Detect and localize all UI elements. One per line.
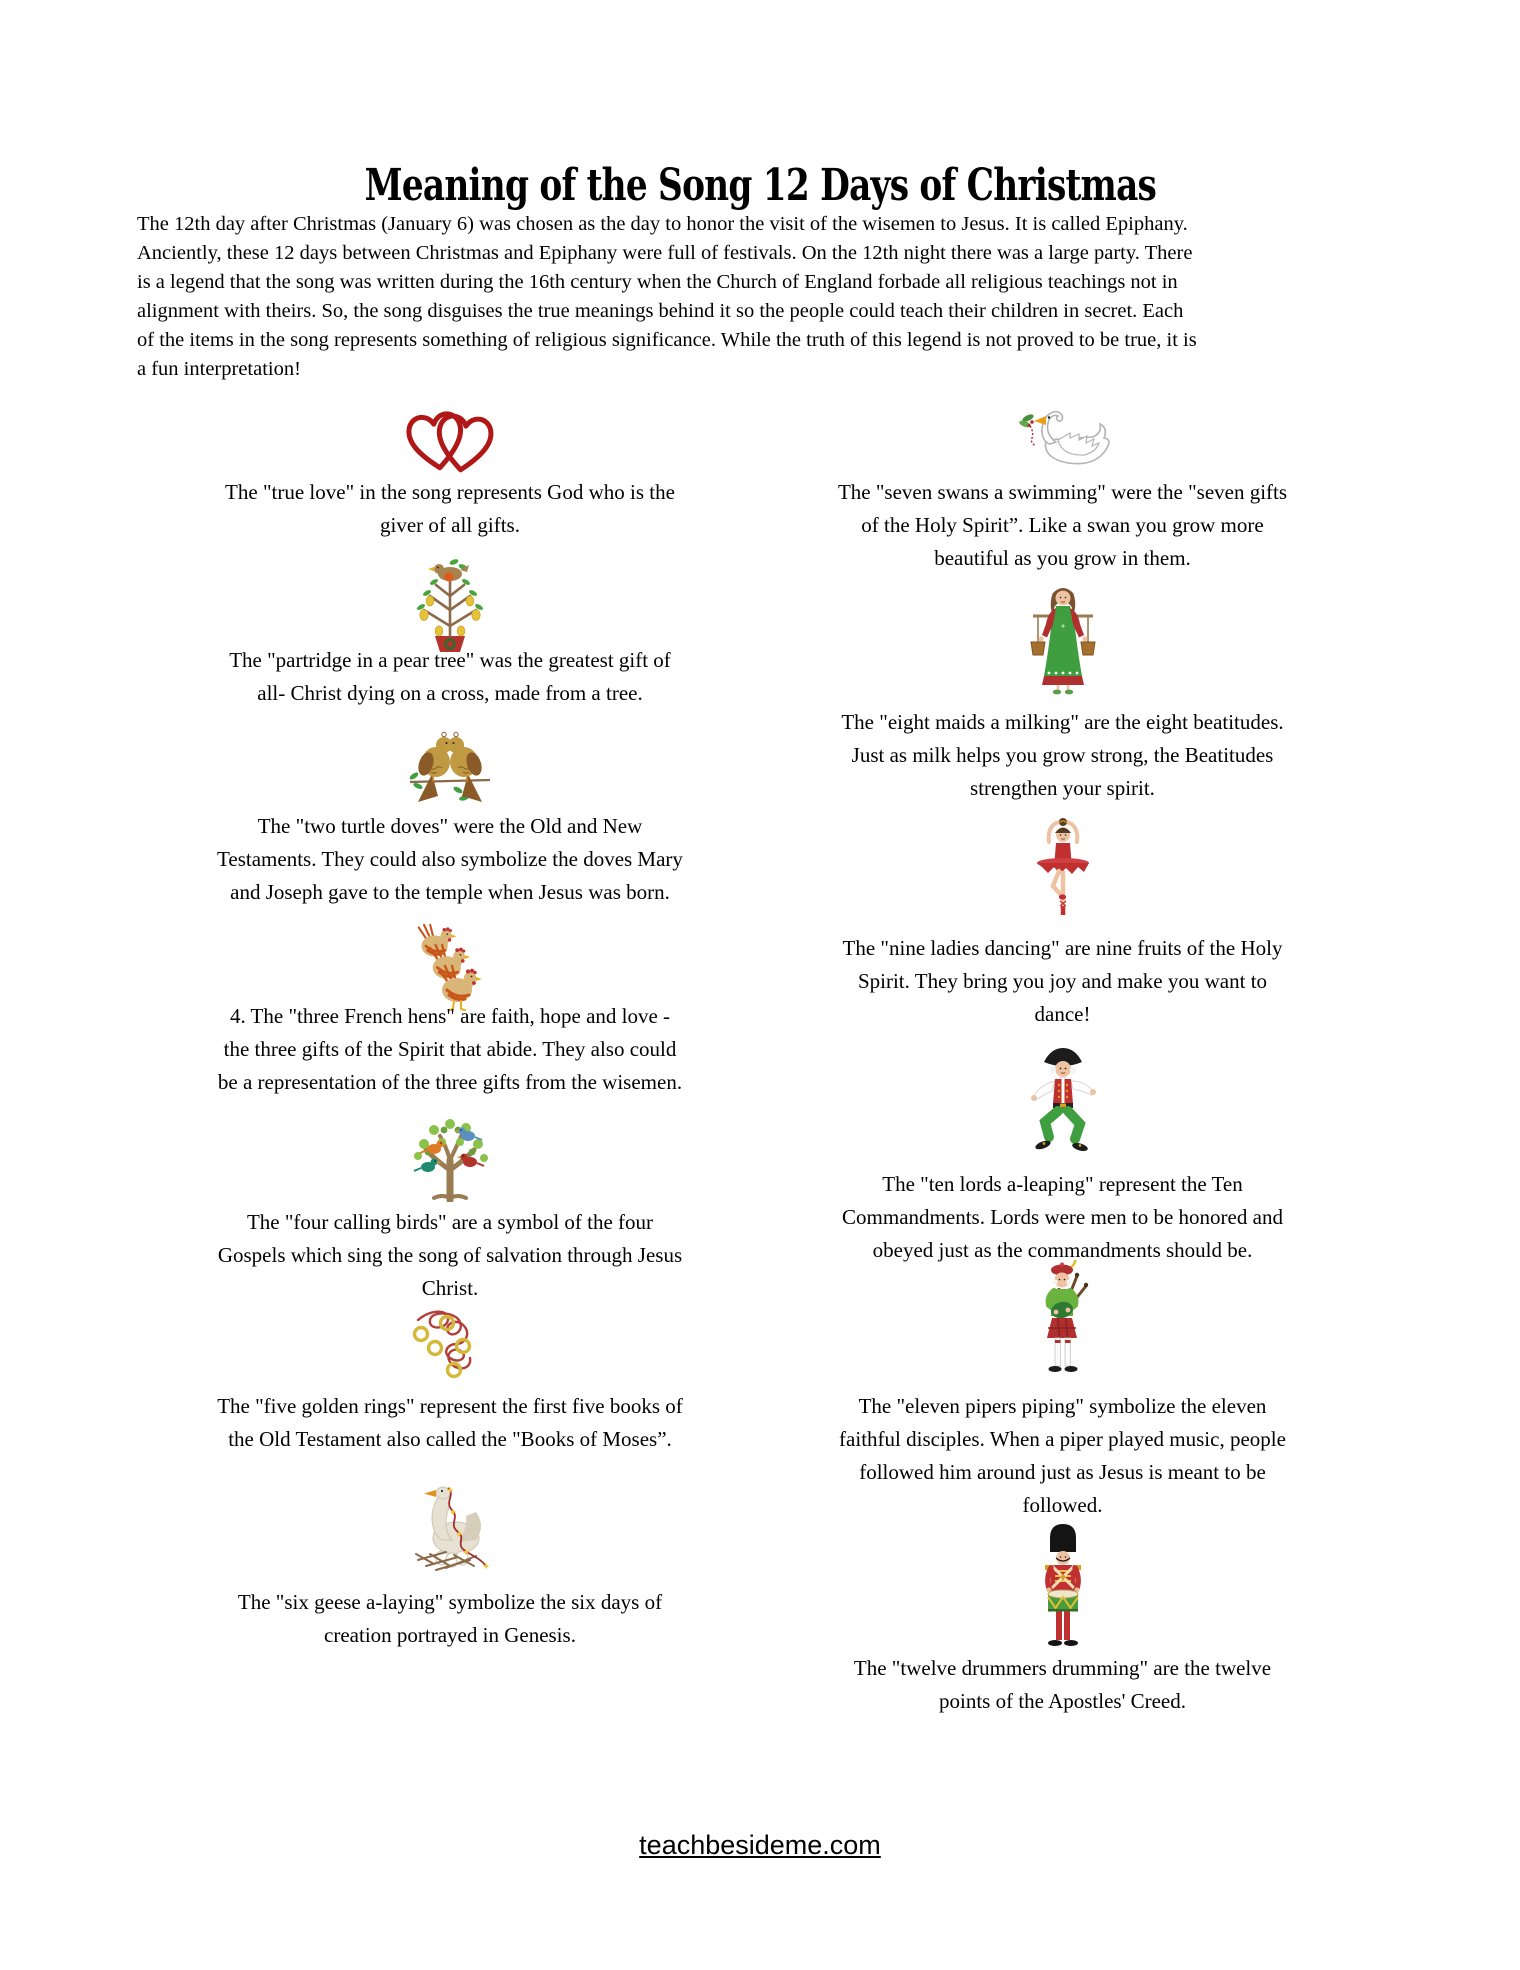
item-golden-rings xyxy=(140,1308,760,1386)
item-swans xyxy=(790,406,1335,468)
milkmaid-icon xyxy=(1028,584,1098,702)
item-pipers xyxy=(790,1260,1335,1386)
caption-turtle-doves: The "two turtle doves" were the Old and New Testaments. They could also symbolize the doves Mary and Joseph gave to the temple when Jesus was born. xyxy=(217,814,683,904)
item-lords xyxy=(790,1046,1335,1166)
footer-link[interactable]: teachbesideme.com xyxy=(639,1830,881,1860)
item-maids xyxy=(790,584,1335,702)
page-title: Meaning of the Song 12 Days of Christmas xyxy=(364,160,1156,211)
ballerina-icon xyxy=(1025,816,1101,926)
item-true-love xyxy=(140,402,760,474)
golden-rings-icon xyxy=(408,1308,492,1386)
caption-partridge: The "partridge in a pear tree" was the greatest gift of all- Christ dying on a cross, made from a tree. xyxy=(229,648,671,705)
caption-pipers: The "eleven pipers piping" symbolize the eleven faithful disciples. When a piper played music, people followed him around just as Jesus is meant to be followed. xyxy=(839,1394,1286,1517)
partridge-pear-tree-icon xyxy=(406,554,494,654)
goose-on-nest-icon xyxy=(406,1476,494,1574)
caption-swans: The "seven swans a swimming" were the "seven gifts of the Holy Spirit”. Like a swan you grow more beautiful as you grow in them. xyxy=(837,480,1288,570)
item-partridge xyxy=(140,554,760,654)
calling-birds-tree-icon xyxy=(404,1112,496,1202)
leaping-lord-icon xyxy=(1020,1046,1106,1166)
swan-icon xyxy=(1012,406,1114,468)
item-calling-birds xyxy=(140,1112,760,1202)
caption-golden-rings: The "five golden rings" represent the first five books of the Old Testament also called the "Books of Moses”. xyxy=(217,1394,683,1451)
item-turtle-doves xyxy=(140,718,760,810)
turtle-doves-icon xyxy=(402,718,498,810)
caption-french-hens: 4. The "three French hens" are faith, hope and love - the three gifts of the Spirit that abide. They also could be a representation of the three gifts from the wisemen. xyxy=(217,1004,683,1094)
item-geese xyxy=(140,1476,760,1574)
two-hearts-icon xyxy=(403,402,497,474)
item-french-hens xyxy=(140,924,760,1012)
item-drummers xyxy=(790,1522,1335,1654)
caption-lords: The "ten lords a-leaping" represent the Ten Commandments. Lords were men to be honored and obeyed just as the commandments should be. xyxy=(842,1172,1283,1262)
caption-calling-birds: The "four calling birds" are a symbol of the four Gospels which sing the song of salvation through Jesus Christ. xyxy=(217,1210,683,1300)
intro-paragraph: The 12th day after Christmas (January 6) was chosen as the day to honor the visit of the wisemen to Jesus. It is called Epiphany. Anciently, these 12 days between Christmas and Epiphany were full of festivals. On the 12th night there was a large party. There is a legend that the song was written during the 16th century when the Church of England forbade all religious teachings not in alignment with theirs. So, the song disguises the true meanings behind it so the people could teach their children in secret. Each of the items in the song represents something of religious significance. While the truth of this legend is not proved to be true, it is a fun interpretation! xyxy=(137,213,1197,380)
caption-geese: The "six geese a-laying" symbolize the six days of creation portrayed in Genesis. xyxy=(237,1590,663,1647)
three-hens-icon xyxy=(417,924,483,1012)
caption-drummers: The "twelve drummers drumming" are the twelve points of the Apostles' Creed. xyxy=(853,1656,1272,1713)
caption-ladies: The "nine ladies dancing" are nine fruits of the Holy Spirit. They bring you joy and make you want to dance! xyxy=(842,936,1283,1026)
item-ladies xyxy=(790,816,1335,926)
drummer-icon xyxy=(1031,1522,1095,1654)
caption-true-love: The "true love" in the song represents God who is the giver of all gifts. xyxy=(225,480,675,537)
caption-maids: The "eight maids a milking" are the eight beatitudes. Just as milk helps you grow strong, the Beatitudes strengthen your spirit. xyxy=(841,710,1284,800)
bagpiper-icon xyxy=(1030,1260,1096,1386)
